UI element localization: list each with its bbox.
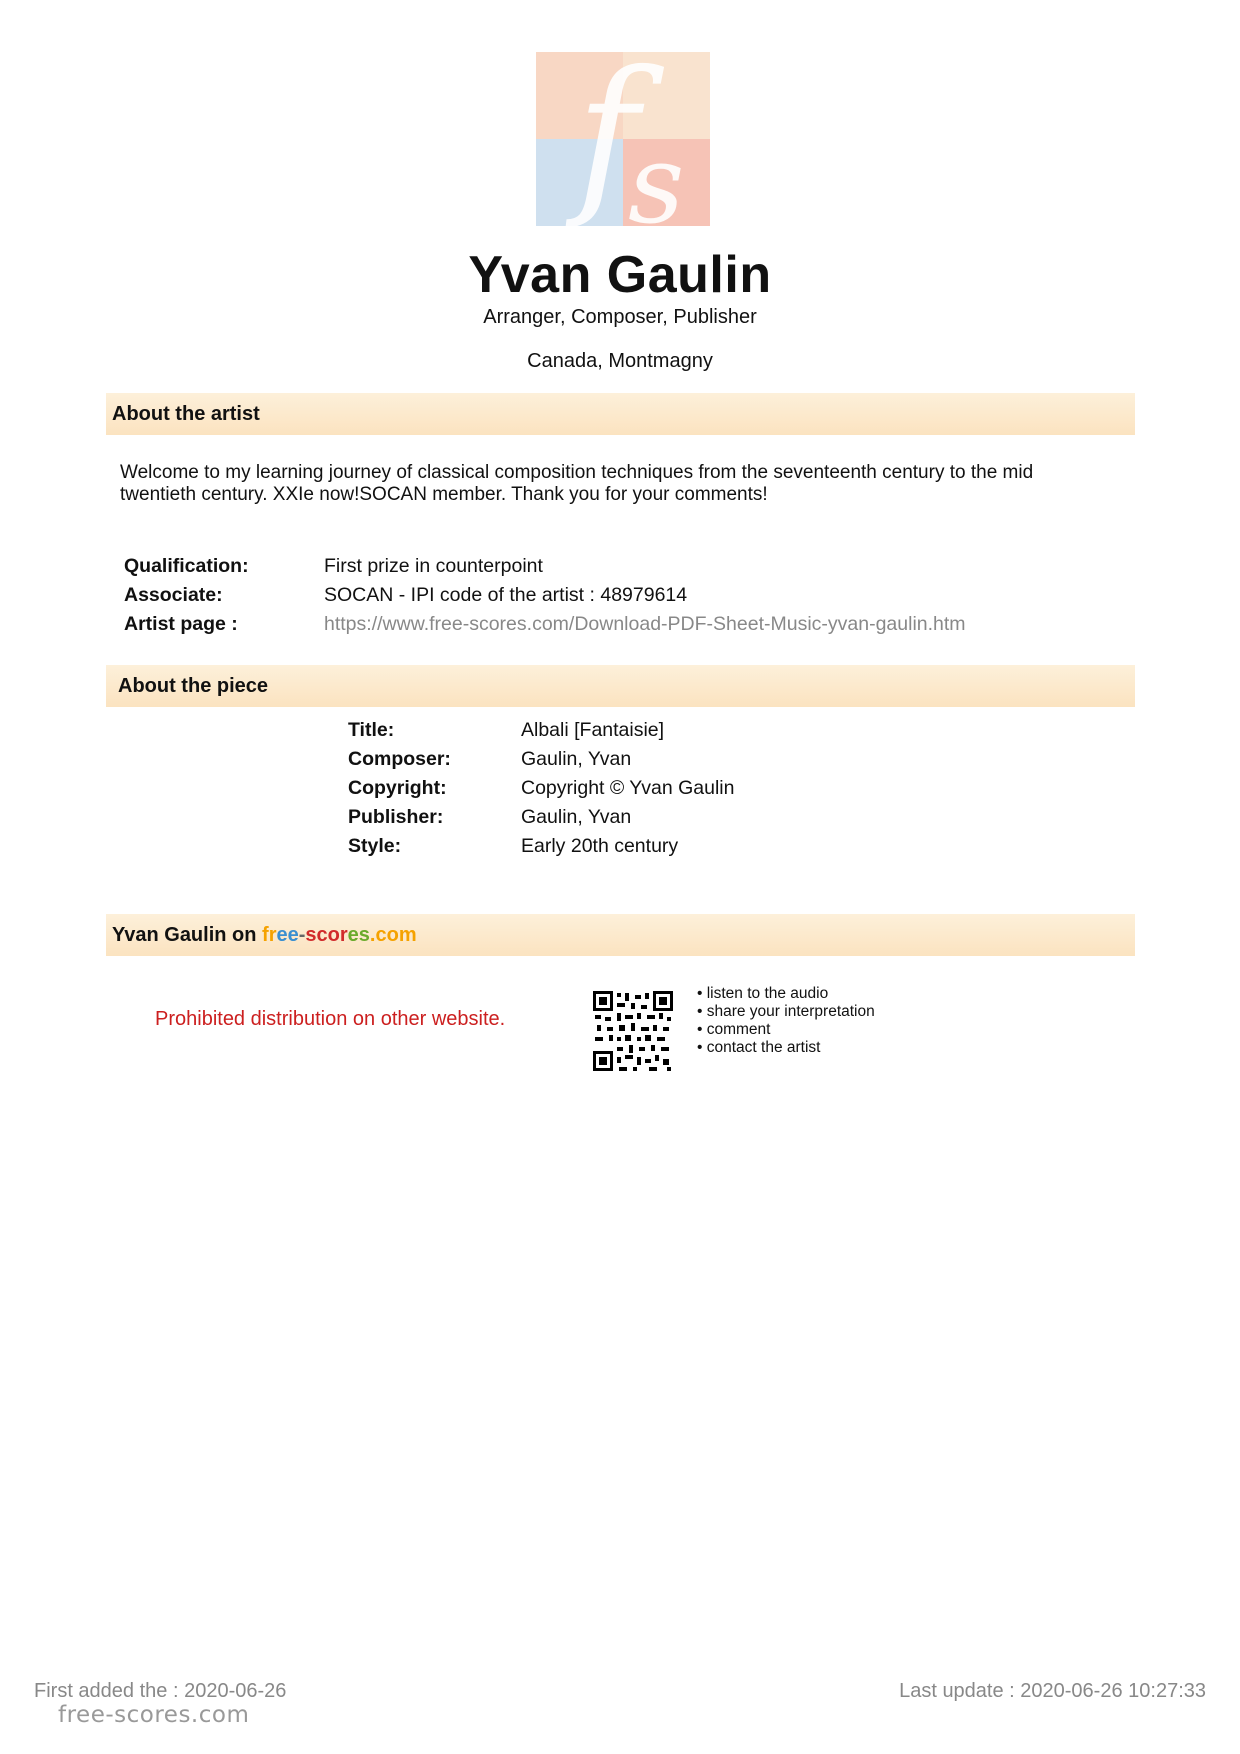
title-label: Title: (348, 719, 395, 741)
artist-page-link[interactable]: https://www.free-scores.com/Download-PDF-Sheet-Music-yvan-gaulin.htm (324, 613, 966, 635)
composer-label: Composer: (348, 748, 451, 770)
brand-part-7: .com (369, 924, 417, 946)
copyright-label: Copyright: (348, 777, 447, 799)
about-piece-heading: About the piece (106, 665, 1135, 707)
brand-part-3: - (298, 924, 306, 946)
free-scores-brand-link[interactable] (262, 924, 417, 946)
artist-location: Canada, Montmagny (527, 350, 713, 372)
style-value: Early 20th century (521, 835, 679, 857)
publisher-label: Publisher: (348, 806, 444, 828)
last-update-date: Last update : 2020-06-26 10:27:33 (899, 1680, 1206, 1702)
artist-roles: Arranger, Composer, Publisher (483, 306, 757, 328)
artist-bio: Welcome to my learning journey of classical composition techniques from the seventeenth century to the mid twentieth century. XXIe now!SOCAN member. Thank you for your comments! (120, 462, 1034, 505)
first-added-date: First added the : 2020-06-26 (34, 1680, 287, 1702)
svg-text:f: f (576, 52, 639, 226)
qr-code-icon[interactable] (593, 991, 673, 1071)
free-scores-logo (536, 52, 710, 226)
feature-share: • share your interpretation (697, 1003, 875, 1020)
brand-part-1: fr (262, 924, 277, 946)
brand-part-6: es (347, 924, 370, 946)
about-artist-heading: About the artist (106, 393, 1135, 435)
associate-label: Associate: (124, 584, 223, 606)
promo-heading-prefix: Yvan Gaulin on (112, 924, 263, 946)
brand-part-4: sco (305, 924, 340, 946)
prohibited-notice: Prohibited distribution on other website. (155, 1008, 506, 1030)
copyright-value: Copyright © Yvan Gaulin (521, 777, 735, 799)
artist-page-label: Artist page : (124, 613, 238, 635)
qualification-label: Qualification: (124, 555, 249, 577)
associate-value: SOCAN - IPI code of the artist : 48979614 (324, 584, 688, 606)
brand-part-2: ee (276, 924, 299, 946)
title-value: Albali [Fantaisie] (521, 719, 665, 741)
feature-listen: • listen to the audio (697, 985, 829, 1002)
brand-part-5: r (339, 924, 348, 946)
promo-heading (106, 914, 1135, 956)
publisher-value: Gaulin, Yvan (521, 806, 632, 828)
feature-comment: • comment (697, 1021, 771, 1038)
style-label: Style: (348, 835, 402, 857)
footer-brand: free-scores.com (58, 1702, 250, 1728)
qualification-value: First prize in counterpoint (324, 555, 543, 577)
feature-contact: • contact the artist (697, 1039, 821, 1056)
feature-list (697, 985, 875, 1057)
composer-value: Gaulin, Yvan (521, 748, 632, 770)
svg-text:s: s (628, 120, 685, 226)
artist-name: Yvan Gaulin (468, 246, 772, 304)
